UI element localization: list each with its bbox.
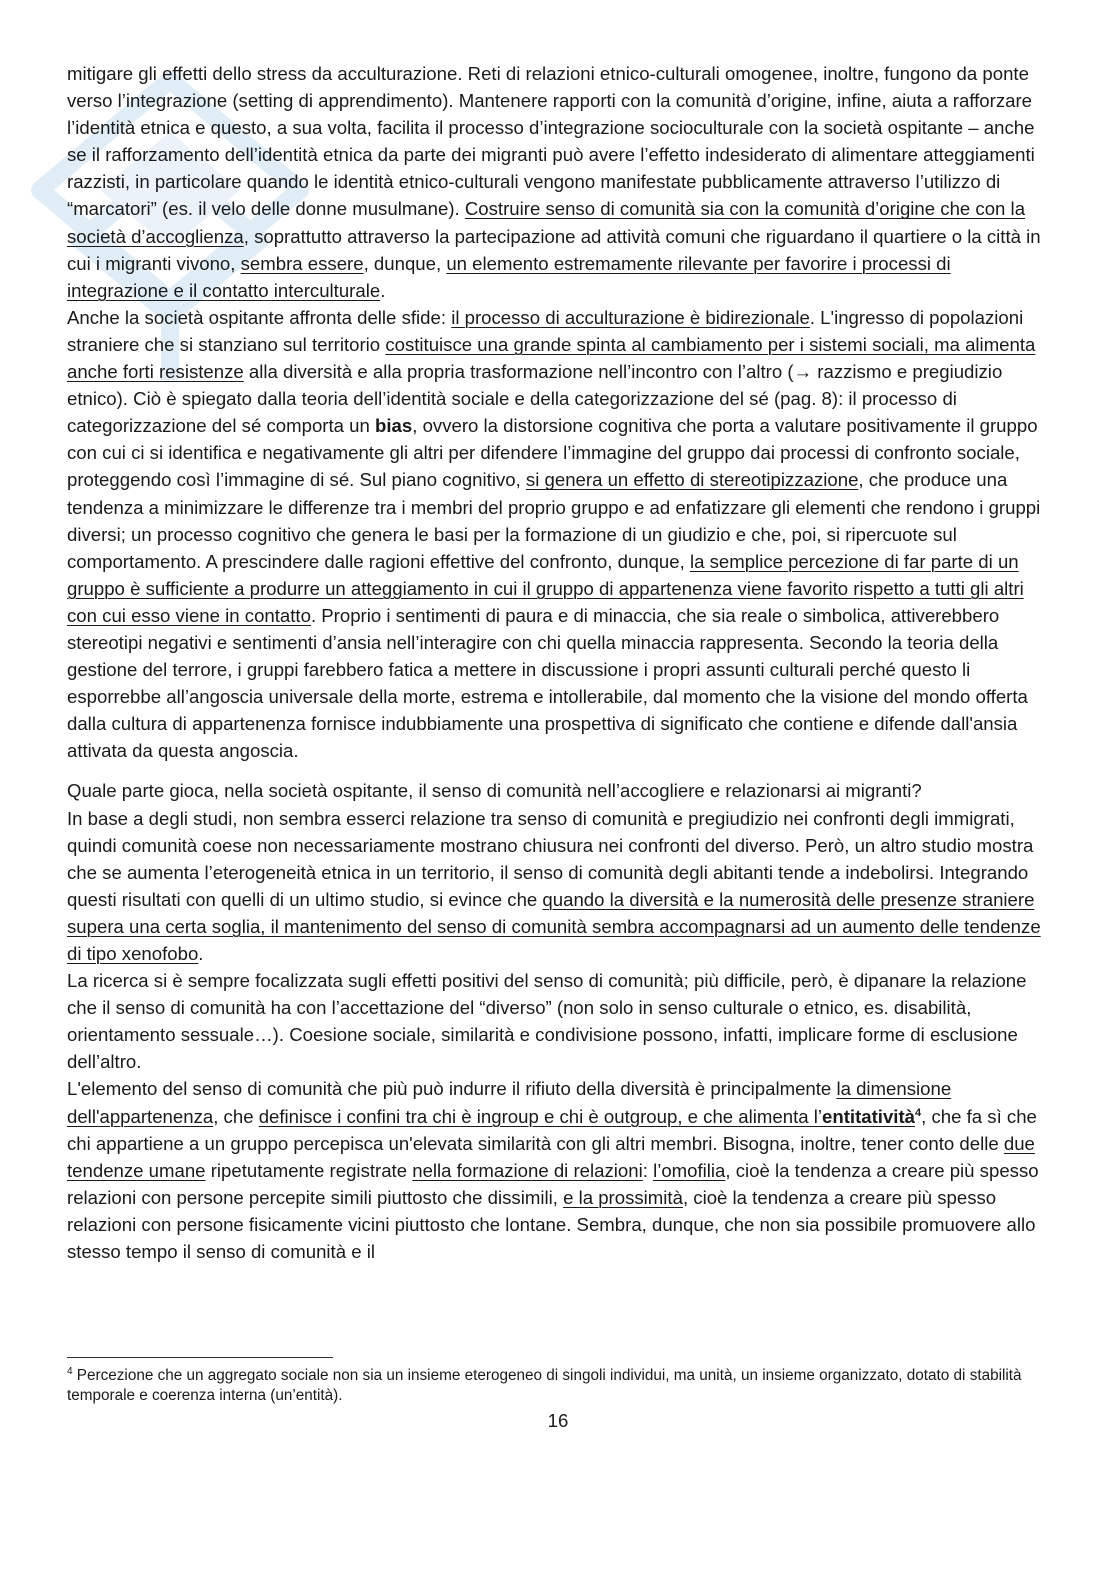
paragraph [67, 967, 1047, 1075]
underlined-text: la semplice percezione di far parte di un gruppo è sufficiente a produrre un atteggiamento in cui il gruppo di appartenenza viene favorito rispetto a tutti gli altri con cui esso viene in contatto [67, 550, 1024, 626]
text-run: , che [213, 1105, 259, 1127]
underlined-text: e la prossimità [563, 1186, 683, 1208]
underlined-text: sembra essere [240, 252, 364, 274]
underlined-text: nella formazione di relazioni [412, 1159, 643, 1181]
footnote-text: Percezione che un aggregato sociale non sia un insieme eterogeneo di singoli individui, ma unità, un insieme organizzato, dotato di stabilità temporale e coerenza interna (un’entità). [67, 1367, 1022, 1404]
text-run: alla diversità e alla propria trasformazione nell’incontro con l’altro (→ razzismo e pregiudizio etnico). Ciò è spiegato dalla teoria dell’identità sociale e della categorizzazione del sé (pag. 8): il processo di categorizzazione del sé comporta un [67, 361, 1003, 437]
footnote-separator [67, 1357, 333, 1358]
bold-text: bias [375, 415, 413, 437]
paragraph [67, 304, 1047, 765]
underlined-text: Costruire senso di comunità sia con la comunità d’origine che con la società d’accoglienza [67, 198, 1026, 247]
text-run: mitigare gli effetti dello stress da acculturazione. Reti di relazioni etnico-culturali omogenee, inoltre, fungono da ponte verso l’integrazione (setting di apprendimento). Mantenere rapporti con la comunità d’origine, infine, aiuta a rafforzare l’identità etnica e questo, a sua volta, facilita il processo d’integrazione socioculturale con la società ospitante – anche se il rafforzamento dell’identità etnica da parte dei migranti può avere l’effetto indesiderato di alimentare atteggiamenti razzisti, in particolare quando le identità etnico-culturali vengono manifestate pubblicamente attraverso l’utilizzo di “marcatori” (es. il velo delle donne musulmane). [67, 63, 1035, 220]
underlined-text: l’omofilia [653, 1159, 726, 1181]
text-run: , soprattutto attraverso la partecipazione ad attività comuni che riguardano il quartiere o la città in cui i migranti vivono, [67, 225, 1041, 274]
text-run: , che fa sì che chi appartiene a un gruppo percepisca un'elevata similarità con gli altri membri. Bisogna, inoltre, tener conto delle [67, 1105, 1037, 1154]
paragraph [67, 1075, 1047, 1265]
underlined-text: costituisce una grande spinta al cambiamento per i sistemi sociali, ma alimenta anche forti resistenze [67, 333, 1036, 383]
paragraph [67, 777, 1047, 804]
paragraph [67, 60, 1047, 304]
text-run: . [380, 279, 386, 301]
paragraph [67, 805, 1047, 968]
underlined-text: la dimensione dell'appartenenza [67, 1078, 952, 1127]
text-run: : [642, 1159, 654, 1181]
underlined-text: quando la diversità e la numerosità delle presenze straniere supera una certa soglia, il mantenimento del senso di comunità sembra accompagnarsi ad un aumento delle tendenze di tipo xenofobo [67, 888, 1041, 964]
underlined-text: entitatività [822, 1105, 916, 1127]
text-run: . [198, 943, 204, 964]
underlined-text: due tendenze umane [67, 1132, 1035, 1181]
text-run: . L'ingresso di popolazioni straniere che si stanziano sul territorio [67, 306, 1024, 355]
text-run: , ovvero la distorsione cognitiva che porta a valutare positivamente il gruppo con cui ci si identifica e negativamente gli altri per difendere l’immagine del gruppo dai processi di confronto sociale, proteggendo così l’immagine di sé. Sul piano cognitivo, [67, 415, 1038, 491]
text-run: , che produce una tendenza a minimizzare le differenze tra i membri del proprio gruppo e ad enfatizzare gli elementi che rendono i gruppi diversi; un processo cognitivo che genera le basi per la formazione di un giudizio e che, poi, si ripercuote sul comportamento. A prescindere dalle ragioni effettive del confronto, dunque, [67, 469, 1041, 572]
text-run: ripetutamente registrate [205, 1159, 413, 1181]
page-number: 16 [547, 1410, 569, 1431]
text-run: In base a degli studi, non sembra esserci relazione tra senso di comunità e pregiudizio nei confronti degli immigrati, quindi comunità coese non necessariamente mostrano chiusura nei confronti del diverso. Però, un altro studio mostra che se aumenta l’eterogeneità etnica in un territorio, il senso di comunità degli abitanti tende a indebolirsi. Integrando questi risultati con quelli di un ultimo studio, si evince che [67, 807, 1034, 910]
text-run: La ricerca si è sempre focalizzata sugli effetti positivi del senso di comunità; più difficile, però, è dipanare la relazione che il senso di comunità ha con l’accettazione del “diverso” (non solo in senso culturale o etnico, es. disabilità, orientamento sessuale…). Coesione sociale, similarità e condivisione possono, infatti, implicare forme di esclusione dell’altro. [67, 970, 1027, 1073]
text-run: Quale parte gioca, nella società ospitante, il senso di comunità nell’accogliere e relazionarsi ai migranti? [67, 780, 922, 802]
text-run: , cioè la tendenza a creare più spesso relazioni con persone percepite simili piuttosto che dissimili, [67, 1159, 1039, 1208]
text-run: , cioè la tendenza a creare più spesso relazioni con persone fisicamente vicini piuttosto che lontane. Sembra, dunque, che non sia possibile promuovere allo stesso tempo il senso di comunità e il [67, 1186, 1036, 1263]
underlined-text: definisce i confini tra chi è ingroup e chi è outgroup, e che alimenta l’ [258, 1105, 823, 1127]
text-run: Anche la società ospitante affronta delle sfide: [67, 306, 452, 328]
footnote-marker: 4 [67, 1365, 73, 1377]
footnote [67, 1366, 1047, 1406]
footnote-reference: 4 [915, 1106, 922, 1119]
underlined-text: un elemento estremamente rilevante per favorire i processi di integrazione e il contatto interculturale [67, 252, 951, 301]
document-body [67, 60, 1047, 1265]
underlined-text: si genera un effetto di stereotipizzazione [525, 469, 859, 491]
text-run: . Proprio i sentimenti di paura e di minaccia, che sia reale o simbolica, attiverebbero stereotipi negativi e sentimenti d’ansia nell’interagire con chi quella minaccia rappresenta. Secondo la teoria della gestione del terrore, i gruppi farebbero fatica a mettere in discussione i propri assunti culturali perché questo li esporrebbe all’angoscia universale della morte, estrema e intollerabile, dal momento che la visione del mondo offerta dalla cultura di appartenenza fornisce indubbiamente una prospettiva di significato che contiene e difende dall'ansia attivata da questa angoscia. [67, 604, 1028, 762]
text-run: , dunque, [363, 252, 447, 274]
underlined-text: il processo di acculturazione è bidirezionale [451, 306, 810, 328]
text-run: L'elemento del senso di comunità che più può indurre il rifiuto della diversità è principalmente [67, 1078, 837, 1100]
